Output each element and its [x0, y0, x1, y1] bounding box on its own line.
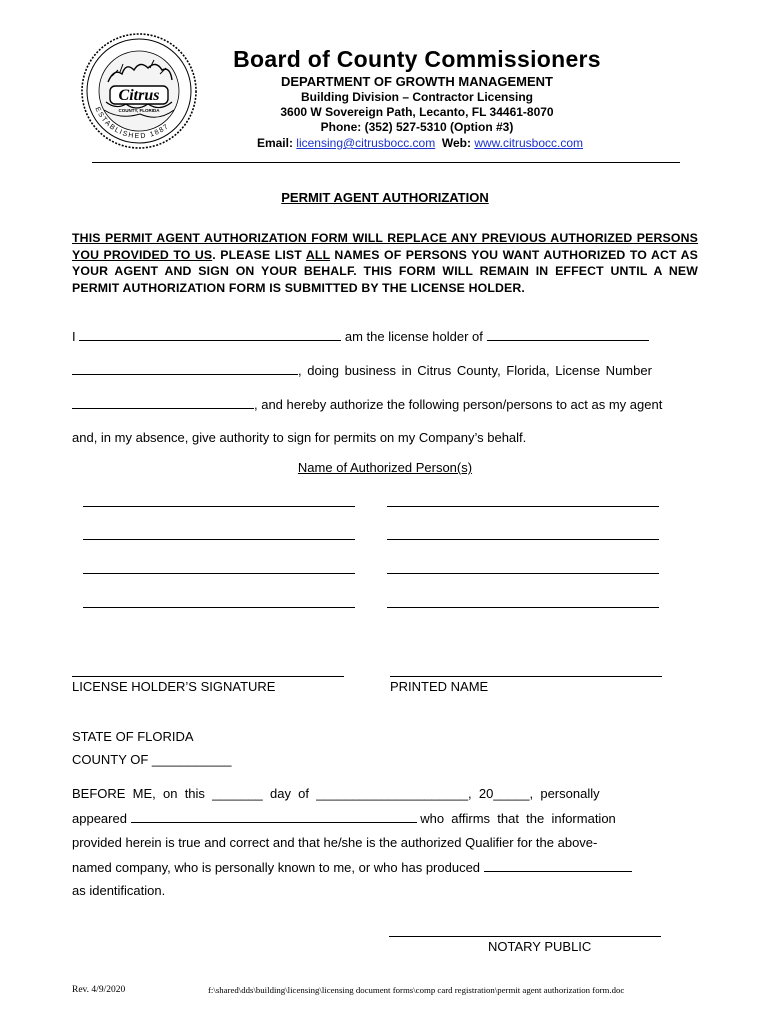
- appeared-label: appeared: [72, 811, 127, 826]
- authorized-person-field[interactable]: [83, 573, 355, 574]
- license-number-field[interactable]: [72, 396, 254, 409]
- contact-line: Email: licensing@citrusbocc.com Web: www.citrusbocc.com: [256, 136, 584, 150]
- warning-text-2: NAMES OF PERSONS YOU WANT AUTHORIZED TO ACT AS YOUR AGENT AND SIGN ON YOUR BEHALF. THIS FORM WILL REMAIN IN EFFECT UNTIL A NEW PERMIT AUTHORIZATION FORM IS SUBMITTED BY THE LICENSE HOLDER.: [72, 247, 698, 295]
- license-number-line: [72, 396, 702, 412]
- provided-line: provided herein is true and correct and that he/she is the authorized Qualifier for the above-: [72, 835, 598, 850]
- business-name-field[interactable]: [72, 362, 298, 375]
- web-link[interactable]: www.citrusbocc.com: [474, 136, 584, 150]
- division-name: Building Division – Contractor Licensing: [300, 90, 534, 104]
- printed-name-field[interactable]: [390, 676, 662, 677]
- named-company-line: [72, 859, 632, 875]
- seal-name: Citrus: [118, 87, 160, 104]
- warning-text-1: . PLEASE LIST: [212, 247, 306, 262]
- authorized-person-field[interactable]: [387, 506, 659, 507]
- web-label: Web: [441, 136, 467, 150]
- board-title: Board of County Commissioners: [233, 46, 601, 72]
- affirms-label: who affirms that the information: [420, 811, 616, 826]
- notary-public-label: NOTARY PUBLIC: [488, 939, 592, 954]
- warning-all: ALL: [305, 247, 331, 262]
- authorized-person-field[interactable]: [83, 607, 355, 608]
- authorized-persons-heading: Name of Authorized Person(s): [297, 460, 473, 475]
- printed-name-label: PRINTED NAME: [390, 679, 489, 694]
- county-seal-logo: [80, 32, 198, 150]
- county-line: COUNTY OF ___________: [72, 752, 232, 767]
- hereby-label: , and hereby authorize the following person/persons to act as my agent: [254, 397, 663, 412]
- form-title: PERMIT AGENT AUTHORIZATION: [281, 190, 489, 205]
- doing-business-label: , doing business in Citrus County, Florida, License Number: [298, 363, 652, 378]
- authorized-person-field[interactable]: [387, 539, 659, 540]
- license-holder-name-field[interactable]: [79, 328, 341, 341]
- identification-field[interactable]: [484, 859, 632, 872]
- authorized-person-field[interactable]: [83, 506, 355, 507]
- authorized-person-field[interactable]: [387, 573, 659, 574]
- appeared-line: [72, 810, 616, 826]
- header-divider: [92, 162, 680, 163]
- absence-line: and, in my absence, give authority to sign for permits on my Company’s behalf.: [72, 430, 527, 445]
- notary-signature-field[interactable]: [389, 936, 661, 937]
- state-line: STATE OF FLORIDA: [72, 729, 194, 744]
- authorized-person-field[interactable]: [387, 607, 659, 608]
- revision-date: Rev. 4/9/2020: [72, 985, 126, 995]
- i-label: I: [72, 329, 76, 344]
- appeared-name-field[interactable]: [131, 810, 417, 823]
- named-company-label: named company, who is personally known to me, or who has produced: [72, 860, 481, 875]
- business-line: [72, 362, 702, 378]
- license-holder-line: [72, 328, 649, 344]
- warning-paragraph: [72, 230, 698, 296]
- signature-label: LICENSE HOLDER’S SIGNATURE: [72, 679, 276, 694]
- before-me-line: BEFORE ME, on this _______ day of _____________________, 20_____, personally: [72, 786, 600, 801]
- license-holder-of-label: am the license holder of: [344, 329, 483, 344]
- file-path: f:\shared\dds\building\licensing\licensing document forms\comp card registration\permit agent authorization form.doc: [208, 985, 625, 995]
- email-label: Email: [256, 136, 289, 150]
- department-name: DEPARTMENT OF GROWTH MANAGEMENT: [280, 74, 554, 89]
- license-holder-signature-field[interactable]: [72, 676, 344, 677]
- identification-line: as identification.: [72, 883, 166, 898]
- address-line: 3600 W Sovereign Path, Lecanto, FL 34461-8070: [280, 105, 554, 119]
- seal-established: ESTABLISHED 1887: [93, 106, 171, 141]
- authorized-person-field[interactable]: [83, 539, 355, 540]
- company-name-field[interactable]: [487, 328, 649, 341]
- phone-line: Phone: (352) 527-5310 (Option #3): [320, 120, 514, 134]
- seal-county: COUNTY, FLORIDA: [118, 108, 160, 113]
- warning-underlined: THIS PERMIT AGENT AUTHORIZATION FORM WILL REPLACE ANY PREVIOUS AUTHORIZED PERSONS YOU PROVIDED TO US: [72, 231, 698, 262]
- email-link[interactable]: licensing@citrusbocc.com: [296, 136, 436, 150]
